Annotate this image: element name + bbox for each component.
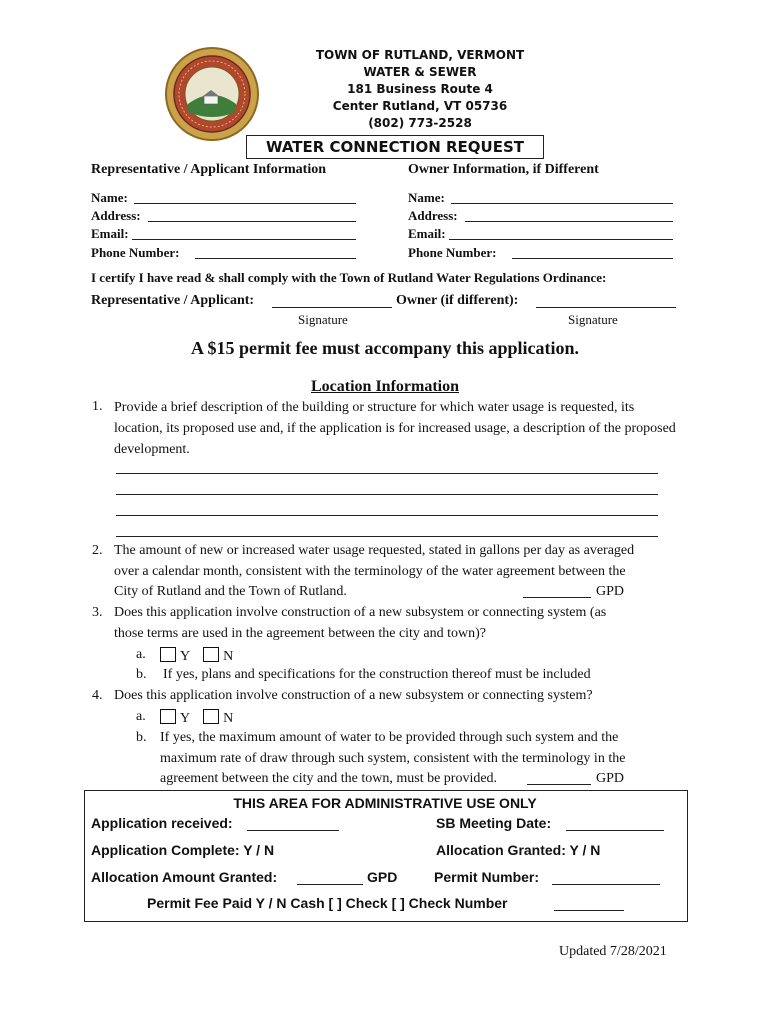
rep-email-field[interactable]: [132, 239, 356, 240]
q3-no-label: N: [223, 649, 234, 664]
q1-text: Provide a brief description of the building or structure for which water usage is requested, its location, its proposed use and, if the application is for increased usage, a description of the proposed development.: [114, 400, 676, 457]
street-address: 181 Business Route 4: [347, 82, 493, 96]
owner-signature-label: Owner (if different):: [396, 293, 519, 308]
q3-yes-label: Y: [180, 649, 190, 664]
rep-phone-label: Phone Number:: [91, 245, 180, 260]
rep-address-label: Address:: [91, 208, 141, 223]
q3b-letter: b.: [136, 667, 147, 682]
sb-meeting-field[interactable]: [566, 830, 664, 831]
rep-address-field[interactable]: [148, 221, 356, 222]
rep-email-label: Email:: [91, 226, 129, 241]
q2-gpd-unit: GPD: [596, 584, 625, 599]
q4a-letter: a.: [136, 709, 146, 724]
app-received-label: Application received:: [91, 815, 233, 831]
q3-no-checkbox[interactable]: [203, 647, 219, 662]
owner-address-label: Address:: [408, 208, 458, 223]
q1-answer-line-2[interactable]: [116, 494, 658, 495]
updated-date: Updated 7/28/2021: [559, 944, 667, 959]
alloc-amount-label: Allocation Amount Granted:: [91, 869, 278, 885]
owner-phone-label: Phone Number:: [408, 245, 497, 260]
certification-statement: I certify I have read & shall comply with the Town of Rutland Water Regulations Ordinance:: [91, 270, 607, 285]
permit-number-label: Permit Number:: [434, 869, 540, 885]
q3-text-line-1: Does this application involve construction of a new subsystem or connecting system (as: [114, 605, 607, 620]
q2-text-line-2: over a calendar month, consistent with the terminology of the water agreement between the: [114, 564, 626, 579]
q4-yes-label: Y: [180, 711, 190, 726]
owner-address-field[interactable]: [465, 221, 673, 222]
q4-number: 4.: [92, 688, 103, 703]
q3b-text: If yes, plans and specifications for the construction thereof must be included: [163, 667, 591, 682]
permit-number-field[interactable]: [552, 884, 660, 885]
alloc-granted-label: Allocation Granted: Y / N: [436, 842, 601, 858]
owner-signature-field[interactable]: [536, 307, 676, 308]
admin-title: THIS AREA FOR ADMINISTRATIVE USE ONLY: [233, 795, 537, 811]
q4-gpd-unit: GPD: [596, 771, 625, 786]
rep-signature-caption: Signature: [298, 312, 348, 327]
q4a-options: [160, 709, 233, 727]
q4-no-checkbox[interactable]: [203, 709, 219, 724]
department-name: WATER & SEWER: [363, 65, 477, 79]
alloc-amount-unit: GPD: [367, 869, 398, 885]
rep-info-heading: Representative / Applicant Information: [91, 162, 327, 177]
app-complete-label: Application Complete: Y / N: [91, 842, 275, 858]
owner-name-label: Name:: [408, 190, 445, 205]
q4b-text-line-2: maximum rate of draw through such system, consistent with the terminology in the: [160, 751, 626, 766]
q4b-text-line-3: agreement between the city and the town, must be provided.: [160, 771, 498, 786]
q3a-options: [160, 647, 233, 665]
q3a-letter: a.: [136, 647, 146, 662]
q2-text-line-3: City of Rutland and the Town of Rutland.: [114, 584, 347, 599]
location-heading: Location Information: [311, 378, 459, 395]
q1-number: 1.: [92, 399, 103, 414]
sb-meeting-label: SB Meeting Date:: [436, 815, 552, 831]
owner-name-field[interactable]: [451, 203, 673, 204]
rep-phone-field[interactable]: [195, 258, 356, 259]
owner-signature-caption: Signature: [568, 312, 618, 327]
check-number-field[interactable]: [554, 910, 624, 911]
rep-signature-field[interactable]: [272, 307, 392, 308]
rep-name-field[interactable]: [134, 203, 356, 204]
q3-yes-checkbox[interactable]: [160, 647, 176, 662]
phone-number: (802) 773-2528: [368, 116, 472, 130]
q1-answer-line-4[interactable]: [116, 536, 658, 537]
q2-text-line-1: The amount of new or increased water usage requested, stated in gallons per day as averaged: [114, 543, 635, 558]
owner-info-heading: Owner Information, if Different: [408, 162, 599, 177]
town-name: TOWN OF RUTLAND, VERMONT: [315, 48, 525, 62]
app-received-field[interactable]: [247, 830, 339, 831]
owner-email-field[interactable]: [449, 239, 673, 240]
q2-gpd-field[interactable]: [523, 597, 591, 598]
town-seal: [164, 46, 260, 142]
q3-number: 3.: [92, 605, 103, 620]
q3-text-line-2: those terms are used in the agreement between the city and town)?: [114, 626, 487, 641]
city-address: Center Rutland, VT 05736: [332, 99, 508, 113]
q4-gpd-field[interactable]: [527, 784, 591, 785]
rep-name-label: Name:: [91, 190, 128, 205]
q2-number: 2.: [92, 543, 103, 558]
q1-answer-line-1[interactable]: [116, 473, 658, 474]
q4b-letter: b.: [136, 730, 147, 745]
fee-paid-label: Permit Fee Paid Y / N Cash [ ] Check [ ] Check Number: [147, 895, 508, 911]
owner-email-label: Email:: [408, 226, 446, 241]
alloc-amount-field[interactable]: [297, 884, 363, 885]
rep-signature-label: Representative / Applicant:: [91, 293, 255, 308]
q4-no-label: N: [223, 711, 234, 726]
owner-phone-field[interactable]: [512, 258, 673, 259]
q4-yes-checkbox[interactable]: [160, 709, 176, 724]
form-title: WATER CONNECTION REQUEST: [246, 135, 544, 159]
fee-notice: A $15 permit fee must accompany this application.: [191, 338, 579, 358]
q4b-text-line-1: If yes, the maximum amount of water to be provided through such system and the: [160, 730, 619, 745]
q1-answer-line-3[interactable]: [116, 515, 658, 516]
q4-text: Does this application involve construction of a new subsystem or connecting system?: [114, 688, 593, 703]
